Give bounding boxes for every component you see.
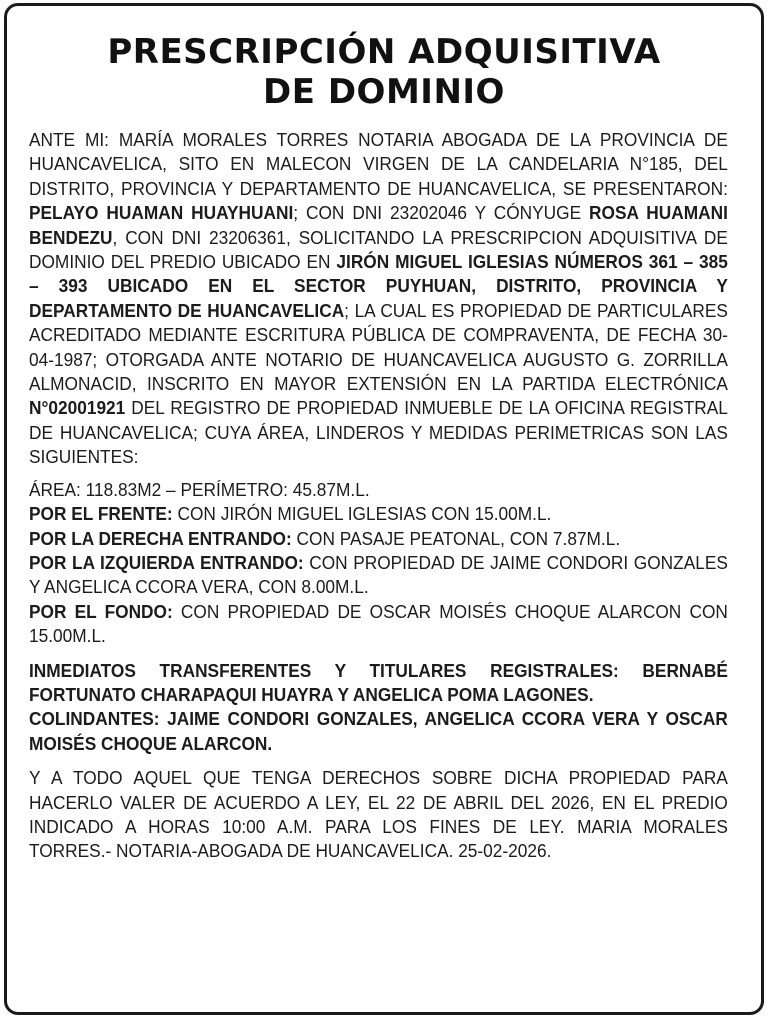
transferentes-paragraph (29, 659, 728, 708)
boundary-right (29, 527, 728, 551)
boundary-front (29, 502, 728, 526)
boundary-text: CON PROPIEDAD DE JAIME CONDORI GONZALES Y ANGELICA CCORA VERA, CON 8.00M.L. (29, 552, 728, 598)
boundary-label: POR EL FONDO: (29, 601, 173, 622)
colindantes-paragraph (29, 707, 728, 756)
boundary-label: POR LA DERECHA ENTRANDO: (29, 528, 292, 549)
intro-text-4: ; LA CUAL ES PROPIEDAD DE PARTICULARES ACREDITADO MEDIANTE ESCRITURA PÚBLICA DE COMPRAVENTA, DE FECHA 30-04-1987; OTORGADA ANTE NOTARIO DE HUANCAVELICA AUGUSTO G. ZORRILLA ALMONACID, INSCRITO EN MAYOR EXTENSIÓN EN LA PARTIDA ELECTRÓNICA (29, 300, 728, 395)
boundary-left (29, 551, 728, 600)
closing-paragraph: Y A TODO AQUEL QUE TENGA DERECHOS SOBRE DICHA PROPIEDAD PARA HACERLO VALER DE ACUERDO A LEY, EL 22 DE ABRIL DEL 2026, EN EL PREDIO INDICADO A HORAS 10:00 A.M. PARA LOS FINES DE LEY. MARIA MORALES TORRES.- NOTARIA-ABOGADA DE HUANCAVELICA. 25-02-2026. (29, 768, 728, 862)
electronic-record-number: N°02001921 (29, 398, 126, 419)
intro-text-2: ; CON DNI 23202046 Y CÓNYUGE (293, 203, 590, 224)
boundary-text: CON JIRÓN MIGUEL IGLESIAS CON 15.00M.L. (172, 504, 552, 525)
intro-text-3: , CON DNI 23206361, SOLICITANDO LA PRESCRIPCION ADQUISITIVA DE DOMINIO DEL PREDIO UBICADO EN (29, 227, 728, 273)
area-line: ÁREA: 118.83M2 – PERÍMETRO: 45.87M.L. (29, 479, 370, 500)
colindantes-text: COLINDANTES: JAIME CONDORI GONZALES, ANGELICA CCORA VERA Y OSCAR MOISÉS CHOQUE ALARCON. (29, 709, 728, 754)
intro-text-1: ANTE MI: MARÍA MORALES TORRES NOTARIA ABOGADA DE LA PROVINCIA DE HUANCAVELICA, SITO EN MALECON VIRGEN DE LA CANDELARIA N°185, DEL DISTRITO, PROVINCIA Y DEPARTAMENTO DE HUANCAVELICA, SE PRESENTARON: (29, 130, 728, 199)
notice-body (29, 128, 728, 864)
spouse-name: ROSA HUAMANI BENDEZU (29, 203, 728, 248)
boundary-back (29, 600, 728, 649)
notice-title (7, 32, 761, 112)
boundary-label: POR EL FRENTE: (29, 504, 173, 525)
intro-text-5: DEL REGISTRO DE PROPIEDAD INMUEBLE DE LA OFICINA REGISTRAL DE HUANCAVELICA; CUYA ÁREA, LINDEROS Y MEDIDAS PERIMETRICAS SON LAS SIGUIENTES: (29, 398, 728, 468)
applicant-name: PELAYO HUAMAN HUAYHUANI (29, 203, 294, 224)
intro-paragraph (29, 128, 728, 470)
transferentes-text: INMEDIATOS TRANSFERENTES Y TITULARES REGISTRALES: BERNABÉ FORTUNATO CHARAPAQUI HUAYRA Y ANGELICA POMA LAGONES. (29, 660, 728, 705)
boundary-text: CON PASAJE PEATONAL, CON 7.87M.L. (291, 528, 621, 549)
title-line-1: PRESCRIPCIÓN ADQUISITIVA (107, 32, 661, 72)
title-line-2: DE DOMINIO (263, 72, 505, 112)
property-address: JIRÓN MIGUEL IGLESIAS NÚMEROS 361 – 385 – 393 UBICADO EN EL SECTOR PUYHUAN, DISTRITO, PROVINCIA Y DEPARTAMENTO DE HUANCAVELICA (29, 252, 728, 321)
boundary-label: POR LA IZQUIERDA ENTRANDO: (29, 552, 304, 573)
boundary-text: CON PROPIEDAD DE OSCAR MOISÉS CHOQUE ALARCON CON 15.00M.L. (29, 601, 728, 647)
